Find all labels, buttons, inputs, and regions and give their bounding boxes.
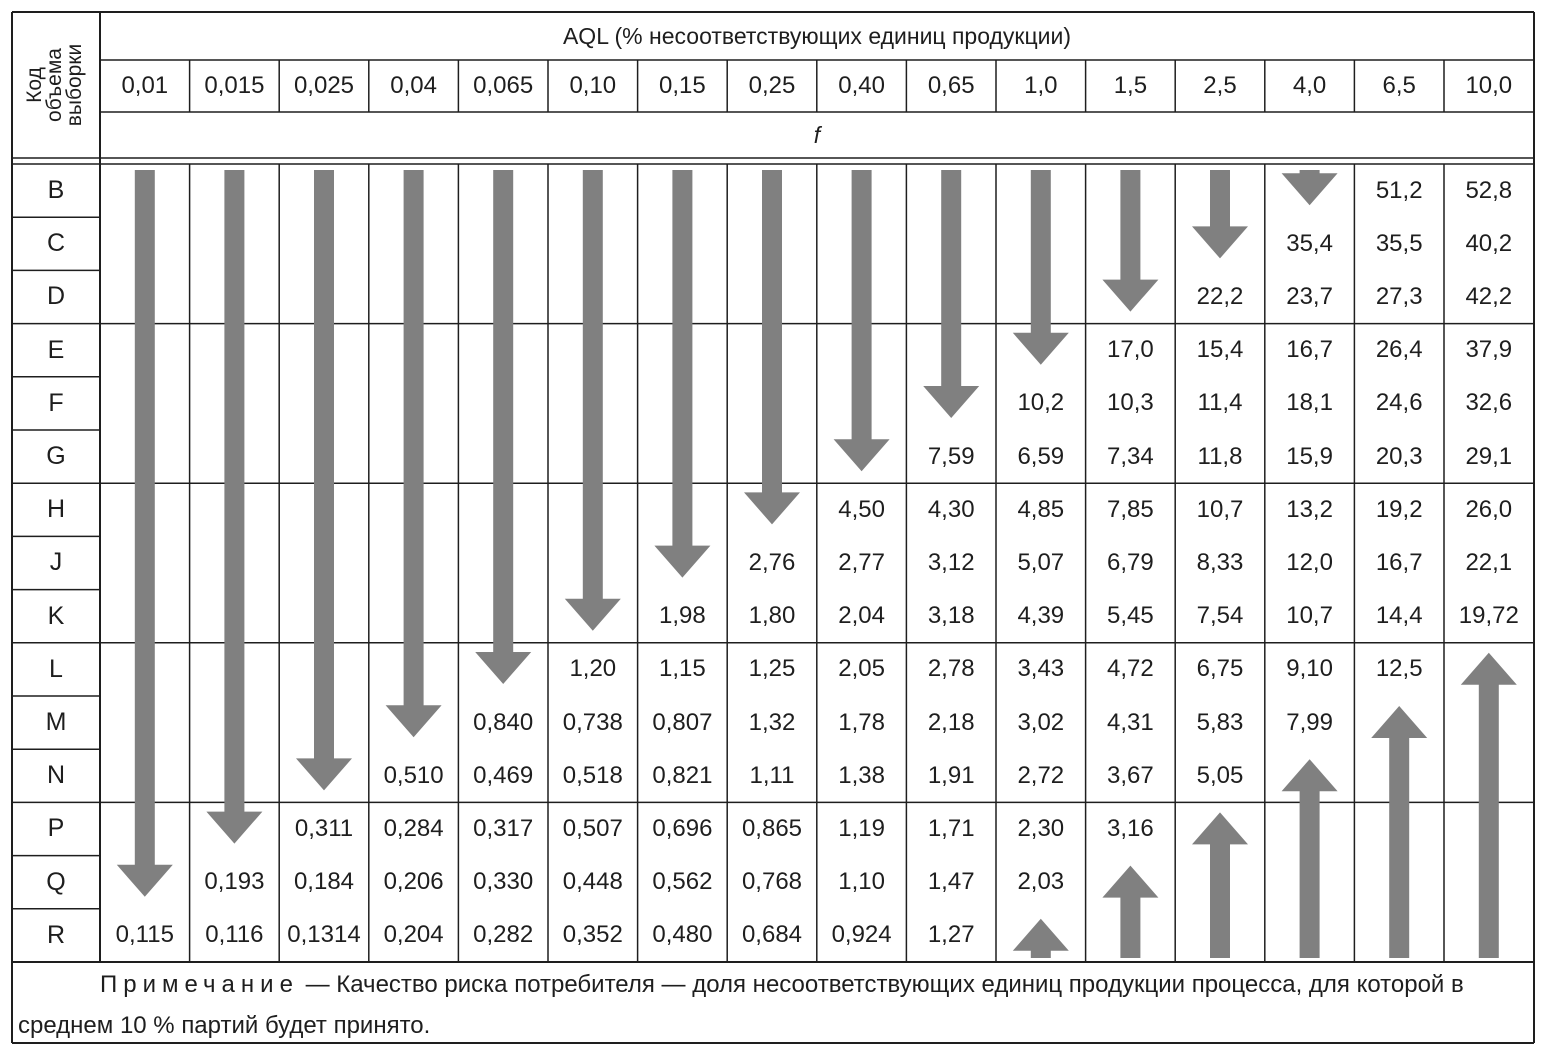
down-arrow [565,170,621,631]
aql-value: 0,065 [473,72,534,99]
table-cell: 14,4 [1375,602,1423,630]
table-cell: 42,2 [1465,282,1513,310]
table-cell: 16,7 [1286,336,1333,364]
table-cell: 7,99 [1286,708,1333,736]
up-arrow [1013,919,1069,958]
table-cell: 2,04 [838,602,885,630]
table-cell: 1,20 [569,655,617,683]
table-cell: 20,3 [1375,442,1423,470]
table-cell: 4,39 [1017,602,1065,630]
table-cell: 4,31 [1107,708,1154,736]
table-cell: 1,32 [748,708,796,736]
up-arrow [1371,706,1427,958]
table-cell: 2,78 [927,655,975,683]
aql-value: 0,04 [390,72,437,99]
row-code: Q [46,867,66,896]
table-cell: 11,8 [1197,442,1243,470]
table-cell: 4,30 [927,495,975,523]
table-cell: 0,448 [562,868,623,896]
table-cell: 15,4 [1196,336,1244,364]
table-cell: 29,1 [1465,442,1513,470]
table-cell: 9,10 [1286,655,1333,683]
row-code: B [47,176,65,205]
row-header-cell [12,12,98,158]
table-cell: 52,8 [1465,176,1513,204]
table-cell: 1,98 [659,602,706,630]
row-code: D [46,282,66,311]
table-cell: 1,47 [927,868,975,896]
table-cell: 0,738 [562,708,623,736]
table-cell: 7,54 [1196,602,1244,630]
table-cell: 0,507 [562,814,623,842]
table-cell: 1,15 [659,655,706,683]
table-cell: 3,18 [927,602,975,630]
table-note [18,964,1530,1046]
table-cell: 4,72 [1107,655,1154,683]
table-cell: 12,5 [1375,655,1423,683]
table-cell: 1,80 [748,602,796,630]
table-cell: 5,83 [1196,708,1244,736]
table-cell: 5,07 [1017,548,1065,576]
down-arrow [654,170,710,578]
down-arrow [923,170,979,418]
table-cell: 0,924 [831,921,892,949]
table-cell: 1,11 [749,761,795,789]
table-cell: 3,16 [1107,814,1154,842]
table-cell: 37,9 [1465,336,1513,364]
aql-value: 0,10 [569,72,617,99]
table-cell: 0,684 [741,921,803,949]
down-arrow [1192,170,1248,258]
table-cell: 2,77 [838,548,885,576]
table-cell: 0,807 [652,708,713,736]
table-cell: 0,1314 [287,921,361,949]
aql-title: AQL (% несоответствующих единиц продукции) [562,22,1072,49]
aql-value: 1,5 [1113,72,1148,99]
table-cell: 0,865 [741,814,803,842]
table-cell: 0,330 [473,868,534,896]
table-cell: 0,696 [652,814,713,842]
table-cell: 13,2 [1286,495,1333,523]
table-cell: 5,05 [1196,761,1244,789]
table-cell: 0,352 [562,921,623,949]
table-cell: 0,284 [383,814,444,842]
table-cell: 10,3 [1107,389,1154,417]
down-arrow [475,170,531,684]
table-cell: 2,03 [1017,868,1065,896]
row-code: K [47,601,65,630]
table-cell: 11,4 [1197,389,1243,417]
table-cell: 10,7 [1196,495,1244,523]
table-cell: 2,72 [1017,761,1065,789]
aql-value: 0,65 [927,72,975,99]
table-cell: 12,0 [1286,548,1333,576]
row-code: H [46,495,66,524]
down-arrow [117,170,173,897]
down-arrow [1282,170,1338,205]
aql-value: 4,0 [1292,72,1327,99]
table-cell: 22,2 [1196,282,1244,310]
table-cell: 0,469 [473,761,534,789]
row-code: E [47,335,65,364]
table-cell: 6,75 [1196,655,1244,683]
table-cell: 17,0 [1107,336,1154,364]
table-cell: 0,562 [652,868,713,896]
row-code: P [47,814,65,843]
table-cell: 26,4 [1375,336,1423,364]
table-cell: 0,317 [473,814,534,842]
up-arrow [1192,812,1248,958]
table-cell: 0,184 [293,868,355,896]
up-arrow [1461,653,1517,958]
table-cell: 22,1 [1465,548,1513,576]
table-cell: 7,85 [1107,495,1154,523]
table-cell: 1,10 [838,868,885,896]
table-cell: 6,59 [1017,442,1065,470]
table-cell: 2,18 [927,708,975,736]
down-arrow [1013,170,1069,365]
table-cell: 0,282 [473,921,534,949]
aql-value: 2,5 [1203,72,1237,99]
row-code: J [49,548,63,577]
aql-value: 0,025 [293,72,355,99]
row-code: C [46,229,66,258]
table-cell: 35,5 [1375,229,1423,257]
table-cell: 2,05 [838,655,885,683]
table-cell: 8,33 [1196,548,1244,576]
row-header-line-3: выборки [63,43,86,127]
table-cell: 0,311 [294,814,354,842]
row-header-label [25,44,85,127]
table-cell: 3,43 [1017,655,1065,683]
aql-value: 6,5 [1382,72,1416,99]
table-cell: 2,76 [748,548,796,576]
row-code: R [46,920,66,949]
table-cell: 7,34 [1107,442,1154,470]
table-cell: 3,67 [1107,761,1154,789]
aql-value: 1,0 [1024,72,1058,99]
table-cell: 0,193 [204,868,265,896]
table-cell: 0,206 [383,868,444,896]
table-cell: 16,7 [1375,548,1423,576]
row-code: F [48,388,64,417]
table-cell: 35,4 [1286,229,1333,257]
down-arrow [386,170,442,737]
table-cell: 2,30 [1017,814,1065,842]
down-arrow [834,170,890,471]
table-cell: 0,840 [473,708,534,736]
table-cell: 15,9 [1286,442,1333,470]
table-cell: 0,510 [383,761,444,789]
row-header-line-2: объема [43,48,66,122]
table-cell: 19,72 [1458,602,1519,630]
table-cell: 40,2 [1465,229,1513,257]
table-cell: 26,0 [1465,495,1513,523]
aql-value: 10,0 [1465,72,1513,99]
table-cell: 51,2 [1375,176,1423,204]
table-cell: 27,3 [1375,282,1423,310]
aql-value: 0,40 [838,72,885,99]
table-cell: 1,25 [748,655,796,683]
table-cell: 1,38 [838,761,885,789]
aql-value: 0,015 [204,72,265,99]
down-arrow [206,170,262,844]
note-text: — Качество риска потребителя — доля несоответствующих единиц продукции процесса, для которой в среднем 10 % партий будет принято. [18,971,1464,1039]
table-cell: 0,204 [383,921,444,949]
table-cell: 18,1 [1286,389,1333,417]
table-cell: 23,7 [1286,282,1333,310]
table-cell: 19,2 [1375,495,1423,523]
table-cell: 0,821 [652,761,713,789]
table-cell: 10,7 [1286,602,1333,630]
table-cell: 1,91 [927,761,975,789]
table-cell: 4,50 [838,495,885,523]
row-code: N [46,761,66,790]
table-cell: 10,2 [1017,389,1065,417]
aql-value: 0,15 [659,72,706,99]
table-cell: 0,518 [562,761,623,789]
table-cell: 0,480 [652,921,713,949]
down-arrow [296,170,352,790]
table-cell: 0,768 [741,868,803,896]
table-cell: 7,59 [927,442,975,470]
note-label: Примечание [100,971,299,998]
table-cell: 3,12 [927,548,975,576]
table-cell: 3,02 [1017,708,1065,736]
row-header-line-1: Код [23,67,46,103]
table-cell: 5,45 [1107,602,1154,630]
table-cell: 1,71 [927,814,975,842]
table-cell: 1,19 [838,814,885,842]
table-cell: 1,27 [927,921,975,949]
table-cell: 0,115 [115,921,174,949]
up-arrow [1282,759,1338,958]
table-cell: 1,78 [838,708,885,736]
aql-value: 0,01 [121,72,169,99]
table-cell: 24,6 [1375,389,1423,417]
f-label: f [813,121,821,148]
down-arrow [1102,170,1158,312]
table-cell: 0,116 [205,921,264,949]
table-cell: 4,85 [1017,495,1065,523]
table-cell: 6,79 [1107,548,1154,576]
aql-value: 0,25 [748,72,796,99]
row-code: M [45,708,67,737]
up-arrow [1102,866,1158,958]
row-code: G [46,442,66,471]
row-code: L [49,654,63,683]
table-cell: 32,6 [1465,389,1513,417]
down-arrow [744,170,800,524]
